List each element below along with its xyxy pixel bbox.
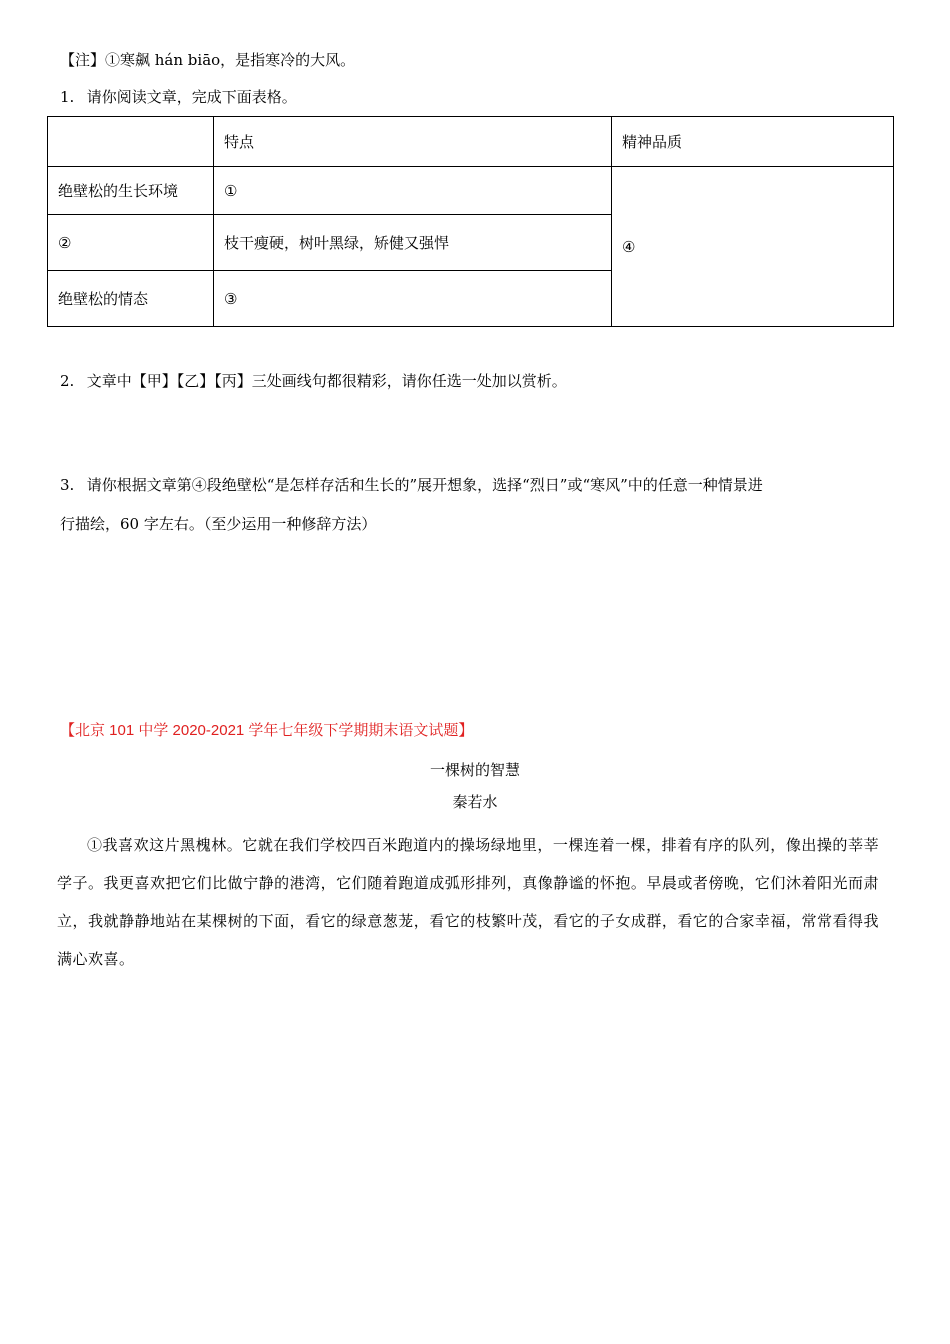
question-3-continued: 行描绘，60 字左右。（至少运用一种修辞方法）	[60, 515, 377, 533]
table-row-label: 绝壁松的生长环境	[48, 167, 214, 215]
source-heading: 【北京 101 中学 2020-2021 学年七年级下学期期末语文试题】	[60, 722, 474, 739]
article-author: 秦若水	[452, 793, 498, 811]
question-text: 文章中【甲】【乙】【丙】三处画线句都很精彩，请你任选一处加以赏析。	[86, 372, 567, 390]
table-row-label: 绝壁松的情态	[48, 271, 214, 327]
annotation-note: 【注】①寒飙 hán biāo，是指寒冷的大风。	[60, 51, 356, 69]
question-number: 1.	[60, 88, 75, 106]
table-cell-value: ①	[214, 167, 612, 215]
question-number: 3.	[60, 476, 75, 494]
question-text: 请你根据文章第④段绝壁松“是怎样存活和生长的”展开想象，选择“烈日”或“寒风”中的任意一种情景进	[86, 476, 763, 494]
table-header-blank	[48, 117, 214, 167]
table-header-row	[48, 117, 894, 167]
table-cell-spirit-blank: ④	[612, 167, 894, 327]
article-title: 一棵树的智慧	[429, 761, 520, 779]
article-paragraph: ①我喜欢这片黑槐林。它就在我们学校四百米跑道内的操场绿地里，一棵连着一棵，排着有序的队列，像出操的莘莘学子。我更喜欢把它们比做宁静的港湾，它们随着跑道成弧形排列，真像静谧的怀抱。早晨或者傍晚，它们沐着阳光而肃立，我就静静地站在某棵树的下面，看它的绿意葱茏，看它的枝繁叶茂，看它的子女成群，看它的合家幸福，常常看得我满心欢喜。	[57, 836, 879, 968]
table-cell-value: 枝干瘦硬，树叶黑绿，矫健又强悍	[214, 215, 612, 271]
question-text: 请你阅读文章，完成下面表格。	[86, 88, 297, 106]
table-cell-value: ③	[214, 271, 612, 327]
question-2	[60, 371, 567, 391]
table-header-features: 特点	[214, 117, 612, 167]
table-row-label: ②	[48, 215, 214, 271]
answer-table	[47, 116, 894, 327]
question-1	[60, 87, 297, 107]
question-3	[60, 475, 763, 495]
question-number: 2.	[60, 372, 75, 390]
table-row	[48, 167, 894, 215]
table-header-spirit: 精神品质	[612, 117, 894, 167]
